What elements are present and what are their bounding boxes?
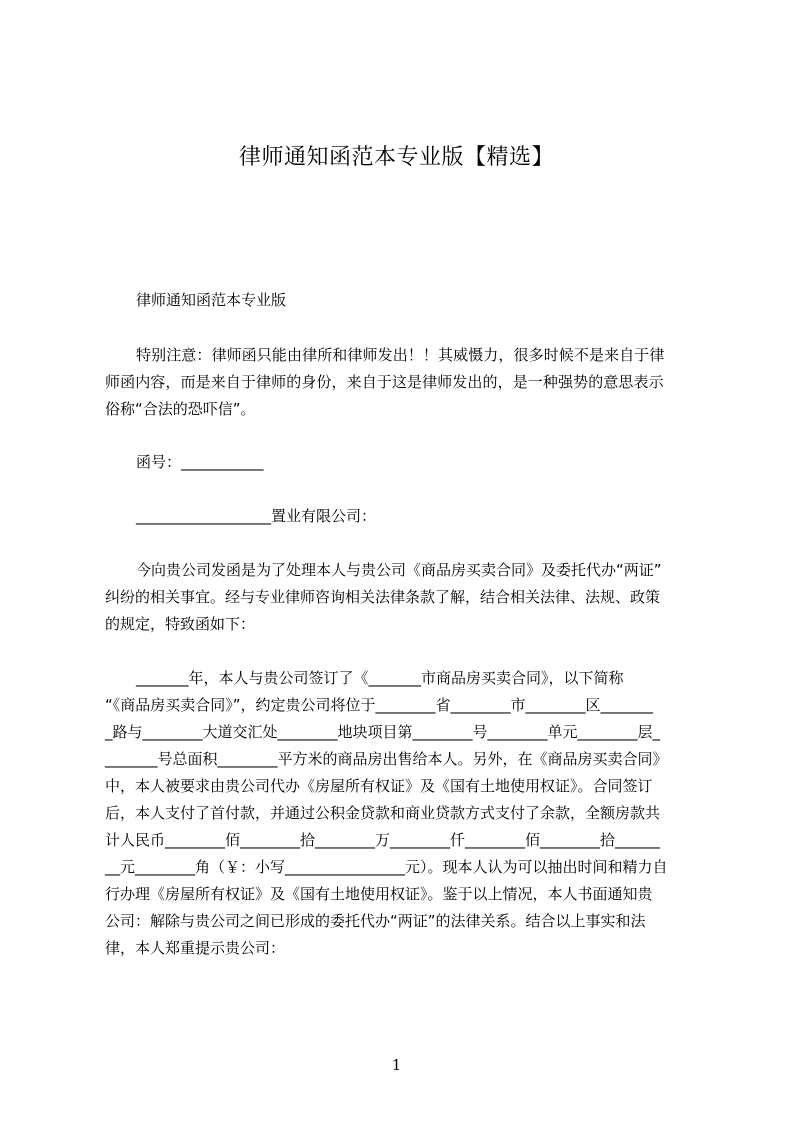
body-line: 公司：解除与贵公司之间已形成的委托代办“两证”的法律关系。结合以上事实和法 — [105, 912, 646, 930]
body-line: __元________角（￥：小写________________元）。现本人认为可以抽出时间和精力自 — [105, 858, 668, 876]
body-line: 中，本人被要求由贵公司代办《房屋所有权证》及《国有土地使用权证》。合同签订 — [105, 777, 653, 795]
note-line: 特别注意：律师函只能由律所和律师发出！！其威慑力，很多时候不是来自于律 — [136, 346, 665, 364]
body-line: _______年，本人与贵公司签订了《_______市商品房买卖合同》，以下简称 — [136, 669, 624, 687]
body-line: _______号总面积________平方米的商品房出售给本人。另外，在《商品房买卖合同》 — [105, 750, 668, 768]
page-number: 1 — [391, 1056, 402, 1074]
document-subtitle: 律师通知函范本专业版 — [136, 291, 287, 309]
body-line: 后，本人支付了首付款，并通过公积金贷款和商业贷款方式支付了余款，全额房款共 — [105, 804, 661, 822]
body-line: 律，本人郑重提示贵公司： — [105, 939, 286, 957]
intro-line: 今向贵公司发函是为了处理本人与贵公司《商品房买卖合同》及委托代办“两证” — [136, 561, 662, 579]
intro-line: 的规定，特致函如下： — [105, 615, 256, 633]
body-line: _路与________大道交汇处________地块项目第________号________单元________层_ — [105, 723, 661, 741]
body-line: 行办理《房屋所有权证》及《国有土地使用权证》。鉴于以上情况，本人书面通知贵 — [105, 885, 653, 903]
body-line: “《商品房买卖合同》”，约定贵公司将位于________省________市________区_______ — [105, 696, 654, 714]
addressee: __________________置业有限公司： — [136, 507, 377, 525]
letter-number: 函号：___________ — [136, 453, 264, 471]
note-line: 师函内容，而是来自于律师的身份，来自于这是律师发出的，是一种强势的意思表示 — [105, 373, 664, 391]
body-line: 计人民币________佰________拾________万________仟________佰________拾______ — [105, 831, 661, 849]
document-title: 律师通知函范本专业版【精选】 — [238, 145, 554, 170]
note-line: 俗称“合法的恐吓信”。 — [105, 400, 256, 418]
intro-line: 纠纷的相关事宜。经与专业律师咨询相关法律条款了解，结合相关法律、法规、政策 — [105, 588, 661, 606]
